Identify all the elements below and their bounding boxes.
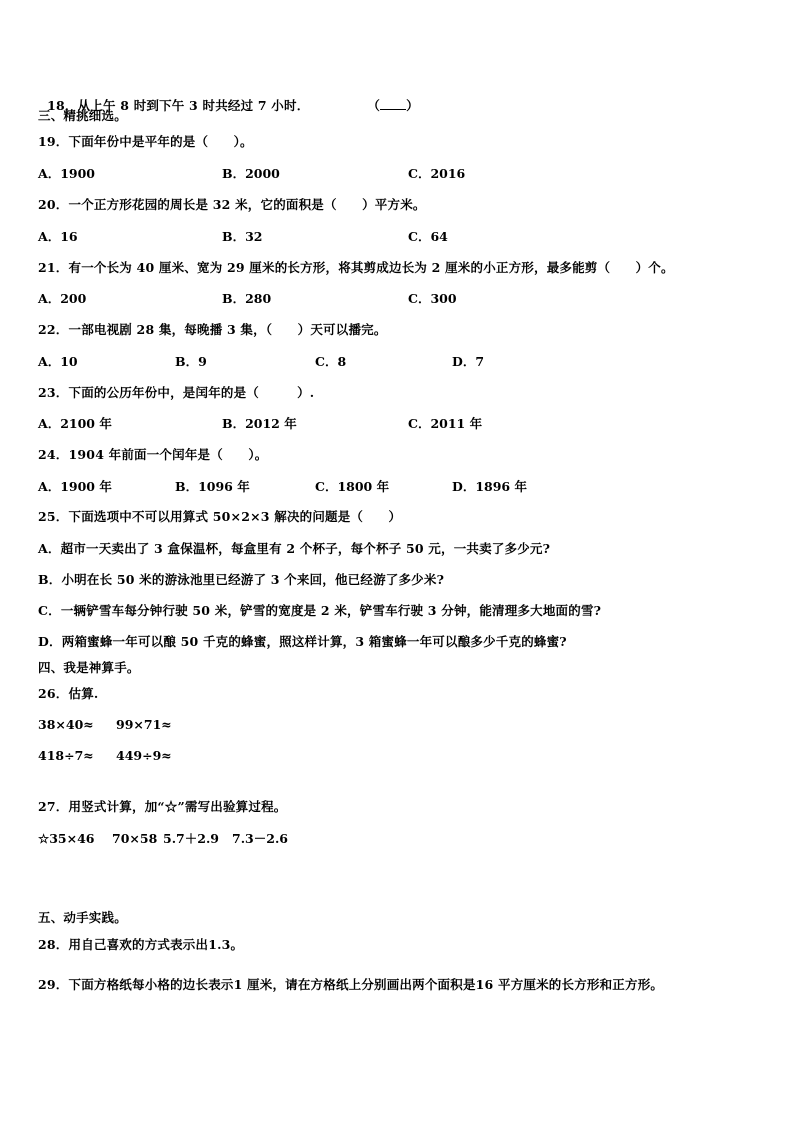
option-a[interactable]: A．2100 年: [38, 416, 112, 431]
option-a[interactable]: A．超市一天卖出了 3 盒保温杯，每盒里有 2 个杯子，每个杯子 50 元，一共卖了多少元?: [38, 541, 551, 556]
calc-item: 70×58: [112, 831, 158, 846]
option-a[interactable]: A．1900 年: [38, 479, 112, 494]
section-5-heading: 五、动手实践。: [38, 910, 127, 925]
option-a[interactable]: A．16: [38, 229, 78, 244]
question-21: 21．有一个长为 40 厘米、宽为 29 厘米的长方形，将其剪成边长为 2 厘米的小正方形，最多能剪（ ）个。: [38, 260, 674, 275]
option-b[interactable]: B．280: [222, 291, 272, 306]
option-d[interactable]: D．1896 年: [452, 479, 527, 494]
option-c[interactable]: C．一辆铲雪车每分钟行驶 50 米，铲雪的宽度是 2 米，铲雪车行驶 3 分钟，能清理多大地面的雪?: [38, 603, 602, 618]
option-c[interactable]: C．8: [315, 354, 347, 369]
question-29: 29．下面方格纸每小格的边长表示1 厘米，请在方格纸上分别画出两个面积是16 平方厘米的长方形和正方形。: [38, 977, 664, 992]
option-d[interactable]: D．7: [452, 354, 485, 369]
question-28: 28．用自己喜欢的方式表示出1.3。: [38, 937, 244, 952]
option-a[interactable]: A．200: [38, 291, 87, 306]
question-19: 19．下面年份中是平年的是（ ）。: [38, 134, 253, 149]
option-d[interactable]: D．两箱蜜蜂一年可以酿 50 千克的蜂蜜，照这样计算，3 箱蜜蜂一年可以酿多少千克的蜂蜜?: [38, 634, 567, 649]
estimate-item: 38×40≈: [38, 717, 94, 732]
question-22: 22．一部电视剧 28 集，每晚播 3 集，（ ）天可以播完。: [38, 322, 387, 337]
option-b[interactable]: B．小明在长 50 米的游泳池里已经游了 3 个来回，他已经游了多少米?: [38, 572, 445, 587]
question-25: 25．下面选项中不可以用算式 50×2×3 解决的问题是（ ）: [38, 509, 402, 524]
question-20: 20．一个正方形花园的周长是 32 米，它的面积是（ ）平方米。: [38, 197, 426, 212]
question-26: 26．估算.: [38, 686, 99, 701]
option-b[interactable]: B．2000: [222, 166, 280, 181]
option-b[interactable]: B．9: [175, 354, 207, 369]
answer-blank[interactable]: [380, 98, 406, 110]
option-a[interactable]: A．10: [38, 354, 78, 369]
option-b[interactable]: B．2012 年: [222, 416, 297, 431]
section-4-heading: 四、我是神算手。: [38, 660, 140, 675]
estimate-item: 99×71≈: [116, 717, 172, 732]
estimate-item: 449÷9≈: [116, 748, 172, 763]
question-23: 23．下面的公历年份中，是闰年的是（ ）.: [38, 385, 315, 400]
question-18-text: 18．从上午 8 时到下午 3 时共经过 7 小时．: [47, 98, 310, 113]
estimate-item: 418÷7≈: [38, 748, 94, 763]
option-b[interactable]: B．1096 年: [175, 479, 250, 494]
calc-item: 7.3－2.6: [232, 831, 288, 846]
option-c[interactable]: C．300: [408, 291, 457, 306]
question-24: 24．1904 年前面一个闰年是（ ）。: [38, 447, 268, 462]
question-18: 18．从上午 8 时到下午 3 时共经过 7 小时． （ ）: [47, 98, 419, 113]
option-c[interactable]: C．2016: [408, 166, 466, 181]
option-c[interactable]: C．1800 年: [315, 479, 390, 494]
option-c[interactable]: C．2011 年: [408, 416, 483, 431]
option-c[interactable]: C．64: [408, 229, 448, 244]
question-27: 27．用竖式计算，加“☆”需写出验算过程。: [38, 799, 287, 814]
calc-item: ☆35×46: [38, 831, 95, 846]
calc-item: 5.7＋2.9: [163, 831, 219, 846]
option-b[interactable]: B．32: [222, 229, 263, 244]
section-3-heading: 三、精挑细选。: [38, 108, 127, 123]
option-a[interactable]: A．1900: [38, 166, 95, 181]
